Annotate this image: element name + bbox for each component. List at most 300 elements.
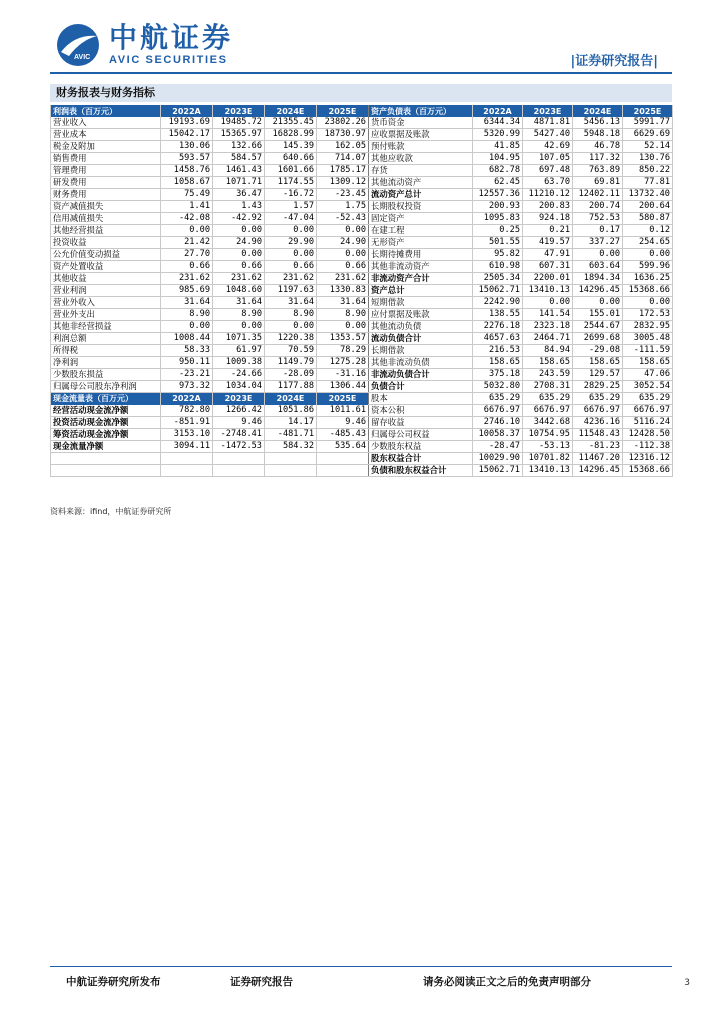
right-row-label: 短期借款 — [369, 297, 473, 309]
right-row-value: 13410.13 — [523, 465, 573, 477]
table-row — [51, 393, 673, 405]
right-row-value: 11548.43 — [573, 429, 623, 441]
right-row-value: 62.45 — [473, 177, 523, 189]
right-row-value: 12557.36 — [473, 189, 523, 201]
right-row-label: 长期借款 — [369, 345, 473, 357]
right-row-value: 2242.90 — [473, 297, 523, 309]
left-row-value: -23.21 — [161, 369, 213, 381]
left-row-value: -23.45 — [317, 189, 369, 201]
left-row-value: 19193.69 — [161, 117, 213, 129]
right-row-value: 158.65 — [623, 357, 673, 369]
left-row-value: -16.72 — [265, 189, 317, 201]
table-row — [51, 417, 673, 429]
left-row-value: 1275.28 — [317, 357, 369, 369]
table-row — [51, 201, 673, 213]
left-empty-cell — [213, 453, 265, 465]
left-row-value: 130.06 — [161, 141, 213, 153]
left-row-value: 9.46 — [317, 417, 369, 429]
right-row-value: 6676.97 — [523, 405, 573, 417]
left-row-value: 1309.12 — [317, 177, 369, 189]
right-row-value: 13410.13 — [523, 285, 573, 297]
left-row-value: 1009.38 — [213, 357, 265, 369]
left-row-value: 23802.26 — [317, 117, 369, 129]
left-row-value: 1008.44 — [161, 333, 213, 345]
left-row-value: 1051.86 — [265, 405, 317, 417]
left-row-label: 公允价值变动损益 — [51, 249, 161, 261]
right-row-value: 0.00 — [573, 297, 623, 309]
table-row — [51, 261, 673, 273]
left-row-value: -42.92 — [213, 213, 265, 225]
right-row-label: 应付票据及账款 — [369, 309, 473, 321]
right-row-value: 10701.82 — [523, 453, 573, 465]
left-row-value: 0.00 — [317, 249, 369, 261]
left-row-value: 0.00 — [161, 225, 213, 237]
left-row-value: 714.07 — [317, 153, 369, 165]
right-row-value: 5116.24 — [623, 417, 673, 429]
left-row-value: 0.00 — [317, 321, 369, 333]
table-row — [51, 153, 673, 165]
right-row-value: 12428.50 — [623, 429, 673, 441]
right-row-value: 0.17 — [573, 225, 623, 237]
right-row-label: 无形资产 — [369, 237, 473, 249]
right-row-value: -29.08 — [573, 345, 623, 357]
left-table-header-year: 2024E — [265, 105, 317, 117]
left-row-value: 593.57 — [161, 153, 213, 165]
right-row-label: 少数股东权益 — [369, 441, 473, 453]
right-row-value: 95.82 — [473, 249, 523, 261]
table-row — [51, 129, 673, 141]
left-row-value: 36.47 — [213, 189, 265, 201]
left-row-value: 1.41 — [161, 201, 213, 213]
right-row-value: 0.21 — [523, 225, 573, 237]
left-row-value: 1330.83 — [317, 285, 369, 297]
right-row-value: 2200.01 — [523, 273, 573, 285]
left-row-value: 9.46 — [213, 417, 265, 429]
right-row-value: 47.06 — [623, 369, 673, 381]
left-row-label: 销售费用 — [51, 153, 161, 165]
right-row-value: 5948.18 — [573, 129, 623, 141]
left-row-value: 1306.44 — [317, 381, 369, 393]
left-row-value: -28.09 — [265, 369, 317, 381]
left-row-label: 财务费用 — [51, 189, 161, 201]
left-row-value: 0.00 — [265, 321, 317, 333]
right-row-label: 资本公积 — [369, 405, 473, 417]
right-row-value: 46.78 — [573, 141, 623, 153]
right-row-value: 924.18 — [523, 213, 573, 225]
right-row-value: -112.38 — [623, 441, 673, 453]
left-row-value: -1472.53 — [213, 441, 265, 453]
right-row-value: 603.64 — [573, 261, 623, 273]
right-row-value: 52.14 — [623, 141, 673, 153]
left-row-value: 78.29 — [317, 345, 369, 357]
left-table-header-year: 2023E — [213, 105, 265, 117]
left-row-value: 8.90 — [265, 309, 317, 321]
right-row-value: 15368.66 — [623, 285, 673, 297]
right-row-value: 5032.80 — [473, 381, 523, 393]
left-row-value: 14.17 — [265, 417, 317, 429]
left-empty-cell — [161, 465, 213, 477]
table-row — [51, 213, 673, 225]
left-row-value: 70.59 — [265, 345, 317, 357]
left-row-value: 29.90 — [265, 237, 317, 249]
right-row-label: 在建工程 — [369, 225, 473, 237]
right-row-value: 200.74 — [573, 201, 623, 213]
left-row-value: 162.05 — [317, 141, 369, 153]
table-row — [51, 237, 673, 249]
left-empty-cell — [213, 465, 265, 477]
left-row-label: 资产处置收益 — [51, 261, 161, 273]
right-row-label: 长期股权投资 — [369, 201, 473, 213]
left-row-value: 950.11 — [161, 357, 213, 369]
left-row-value: 27.70 — [161, 249, 213, 261]
left-row-value: 231.62 — [213, 273, 265, 285]
right-row-value: 11467.20 — [573, 453, 623, 465]
right-row-label: 其他流动负债 — [369, 321, 473, 333]
right-table-header-year: 2022A — [473, 105, 523, 117]
right-row-value: 6676.97 — [473, 405, 523, 417]
left-row-label: 筹资活动现金流净额 — [51, 429, 161, 441]
financial-statements-table — [50, 105, 673, 477]
left-row-value: 1785.17 — [317, 165, 369, 177]
left-row-label: 经营活动现金流净额 — [51, 405, 161, 417]
right-row-value: 3005.48 — [623, 333, 673, 345]
left-row-value: -47.04 — [265, 213, 317, 225]
page-number: 3 — [684, 978, 690, 988]
left-row-label: 净利润 — [51, 357, 161, 369]
right-row-value: 1095.83 — [473, 213, 523, 225]
right-row-value: 69.81 — [573, 177, 623, 189]
left-row-value: 1048.60 — [213, 285, 265, 297]
table-row — [51, 273, 673, 285]
left-row-value: 61.97 — [213, 345, 265, 357]
logo-english-name: AVIC SECURITIES — [109, 54, 228, 66]
left-row-value: 21.42 — [161, 237, 213, 249]
right-row-label: 存货 — [369, 165, 473, 177]
right-row-value: -111.59 — [623, 345, 673, 357]
right-row-value: 763.89 — [573, 165, 623, 177]
right-row-value: 2829.25 — [573, 381, 623, 393]
left-row-label: 少数股东损益 — [51, 369, 161, 381]
left-empty-cell — [317, 453, 369, 465]
left-row-value: 8.90 — [317, 309, 369, 321]
right-row-value: 635.29 — [523, 393, 573, 405]
right-row-value: 5456.13 — [573, 117, 623, 129]
right-row-value: 13732.40 — [623, 189, 673, 201]
right-row-value: 130.76 — [623, 153, 673, 165]
left-row-value: 1071.71 — [213, 177, 265, 189]
table-row — [51, 177, 673, 189]
left-empty-cell — [265, 453, 317, 465]
right-row-value: 375.18 — [473, 369, 523, 381]
right-row-label: 股本 — [369, 393, 473, 405]
right-row-label: 非流动资产合计 — [369, 273, 473, 285]
right-row-value: 254.65 — [623, 237, 673, 249]
right-row-value: 5427.40 — [523, 129, 573, 141]
right-row-value: 635.29 — [573, 393, 623, 405]
right-row-label: 其他非流动负债 — [369, 357, 473, 369]
right-row-value: 14296.45 — [573, 285, 623, 297]
right-row-label: 负债合计 — [369, 381, 473, 393]
right-row-value: 42.69 — [523, 141, 573, 153]
right-row-label: 负债和股东权益合计 — [369, 465, 473, 477]
right-row-value: 129.57 — [573, 369, 623, 381]
left-row-value: 31.64 — [213, 297, 265, 309]
left-row-label: 投资收益 — [51, 237, 161, 249]
left-row-value: 24.90 — [317, 237, 369, 249]
left-row-value: 1177.88 — [265, 381, 317, 393]
right-row-value: 610.98 — [473, 261, 523, 273]
right-row-value: 158.65 — [573, 357, 623, 369]
left-empty-cell — [265, 465, 317, 477]
right-row-value: 84.94 — [523, 345, 573, 357]
left-row-value: 132.66 — [213, 141, 265, 153]
left-empty-cell — [161, 453, 213, 465]
right-row-value: 10754.95 — [523, 429, 573, 441]
left-row-label: 其他非经营损益 — [51, 321, 161, 333]
left-row-value: 31.64 — [265, 297, 317, 309]
right-row-value: 6676.97 — [573, 405, 623, 417]
right-row-value: 15368.66 — [623, 465, 673, 477]
right-row-value: 6629.69 — [623, 129, 673, 141]
right-row-value: 4871.81 — [523, 117, 573, 129]
left-row-value: 1058.67 — [161, 177, 213, 189]
right-row-label: 长期待摊费用 — [369, 249, 473, 261]
right-row-value: 0.00 — [573, 249, 623, 261]
right-row-label: 其他流动资产 — [369, 177, 473, 189]
table-row — [51, 429, 673, 441]
left-row-value: -485.43 — [317, 429, 369, 441]
right-row-value: 419.57 — [523, 237, 573, 249]
table-row — [51, 249, 673, 261]
left-row-value: 58.33 — [161, 345, 213, 357]
table-row — [51, 333, 673, 345]
right-row-label: 应收票据及账款 — [369, 129, 473, 141]
header-divider — [50, 72, 672, 74]
right-row-value: 155.01 — [573, 309, 623, 321]
left-row-value: 1353.57 — [317, 333, 369, 345]
right-row-value: 0.00 — [623, 249, 673, 261]
right-row-value: 243.59 — [523, 369, 573, 381]
right-row-label: 股东权益合计 — [369, 453, 473, 465]
right-row-value: 599.96 — [623, 261, 673, 273]
left-row-value: 1458.76 — [161, 165, 213, 177]
left-row-value: 15365.97 — [213, 129, 265, 141]
left-empty-cell — [317, 465, 369, 477]
right-row-label: 资产总计 — [369, 285, 473, 297]
right-row-value: 2746.10 — [473, 417, 523, 429]
left-row-value: -481.71 — [265, 429, 317, 441]
left-row-label: 营业利润 — [51, 285, 161, 297]
right-row-label: 留存收益 — [369, 417, 473, 429]
left-row-value: 0.66 — [265, 261, 317, 273]
left-row-value: -42.08 — [161, 213, 213, 225]
right-row-label: 其他非流动资产 — [369, 261, 473, 273]
left-row-value: 1149.79 — [265, 357, 317, 369]
table-row — [51, 369, 673, 381]
right-row-label: 非流动负债合计 — [369, 369, 473, 381]
left-row-value: 1220.38 — [265, 333, 317, 345]
left-table-header-year: 2025E — [317, 393, 369, 405]
left-empty-cell — [51, 453, 161, 465]
logo-chinese-name: 中航证券 — [109, 21, 234, 54]
left-row-value: 19485.72 — [213, 117, 265, 129]
left-row-value: 584.32 — [265, 441, 317, 453]
left-row-label: 管理费用 — [51, 165, 161, 177]
left-row-value: 985.69 — [161, 285, 213, 297]
right-row-label: 流动负债合计 — [369, 333, 473, 345]
right-row-value: 200.64 — [623, 201, 673, 213]
left-row-value: 1.43 — [213, 201, 265, 213]
left-row-value: 1174.55 — [265, 177, 317, 189]
left-row-value: 18730.97 — [317, 129, 369, 141]
right-row-value: 47.91 — [523, 249, 573, 261]
table-row — [51, 345, 673, 357]
right-row-value: 63.70 — [523, 177, 573, 189]
footer-divider — [50, 966, 672, 967]
left-row-label: 资产减值损失 — [51, 201, 161, 213]
right-row-value: 6676.97 — [623, 405, 673, 417]
left-table-header-title: 现金流量表（百万元） — [51, 393, 161, 405]
left-row-value: 640.66 — [265, 153, 317, 165]
left-row-value: -52.43 — [317, 213, 369, 225]
right-row-label: 货币资金 — [369, 117, 473, 129]
left-row-label: 其他收益 — [51, 273, 161, 285]
right-row-value: 2464.71 — [523, 333, 573, 345]
right-table-header-year: 2025E — [623, 105, 673, 117]
left-table-header-year: 2022A — [161, 105, 213, 117]
right-row-value: 77.81 — [623, 177, 673, 189]
right-table-header-title: 资产负债表（百万元） — [369, 105, 473, 117]
table-row — [51, 141, 673, 153]
right-row-value: 2708.31 — [523, 381, 573, 393]
report-type-tag: |证券研究报告| — [570, 54, 658, 69]
left-row-value: 0.66 — [161, 261, 213, 273]
left-row-label: 营业收入 — [51, 117, 161, 129]
left-row-value: 15042.17 — [161, 129, 213, 141]
table-row — [51, 297, 673, 309]
right-row-value: 580.87 — [623, 213, 673, 225]
right-row-value: -53.13 — [523, 441, 573, 453]
table-row — [51, 117, 673, 129]
left-table-header-year: 2025E — [317, 105, 369, 117]
right-row-value: 200.93 — [473, 201, 523, 213]
left-row-label: 营业外收入 — [51, 297, 161, 309]
right-row-value: 11210.12 — [523, 189, 573, 201]
left-row-value: -31.16 — [317, 369, 369, 381]
right-row-value: 2276.18 — [473, 321, 523, 333]
left-row-value: 0.00 — [213, 321, 265, 333]
left-row-value: 3094.11 — [161, 441, 213, 453]
table-row — [51, 453, 673, 465]
right-row-value: 6344.34 — [473, 117, 523, 129]
table-row — [51, 225, 673, 237]
right-row-value: 216.53 — [473, 345, 523, 357]
left-row-value: 1601.66 — [265, 165, 317, 177]
right-row-value: 2832.95 — [623, 321, 673, 333]
right-row-value: 635.29 — [473, 393, 523, 405]
left-row-value: 1034.04 — [213, 381, 265, 393]
left-row-value: 3153.10 — [161, 429, 213, 441]
left-row-value: 1266.42 — [213, 405, 265, 417]
left-row-label: 营业外支出 — [51, 309, 161, 321]
left-row-value: 584.57 — [213, 153, 265, 165]
right-row-value: 158.65 — [473, 357, 523, 369]
left-row-value: 0.00 — [317, 225, 369, 237]
right-row-value: 337.27 — [573, 237, 623, 249]
left-row-value: 1071.35 — [213, 333, 265, 345]
left-row-label: 投资活动现金流净额 — [51, 417, 161, 429]
left-row-value: 8.90 — [161, 309, 213, 321]
right-row-value: 2505.34 — [473, 273, 523, 285]
right-row-value: 0.00 — [623, 297, 673, 309]
right-row-value: 0.12 — [623, 225, 673, 237]
left-row-value: 1461.43 — [213, 165, 265, 177]
right-row-value: 12316.12 — [623, 453, 673, 465]
left-row-value: 0.66 — [213, 261, 265, 273]
section-title: 财务报表与财务指标 — [50, 84, 672, 102]
left-row-value: 1.75 — [317, 201, 369, 213]
left-row-label: 营业成本 — [51, 129, 161, 141]
left-row-value: 0.00 — [213, 225, 265, 237]
left-row-value: -24.66 — [213, 369, 265, 381]
left-row-value: 16828.99 — [265, 129, 317, 141]
right-row-value: 5320.99 — [473, 129, 523, 141]
right-row-value: 1894.34 — [573, 273, 623, 285]
right-row-value: 104.95 — [473, 153, 523, 165]
left-row-value: 8.90 — [213, 309, 265, 321]
right-row-value: 2544.67 — [573, 321, 623, 333]
left-row-value: 145.39 — [265, 141, 317, 153]
table-row — [51, 165, 673, 177]
right-row-value: 10029.90 — [473, 453, 523, 465]
right-row-value: 3442.68 — [523, 417, 573, 429]
table-row — [51, 405, 673, 417]
right-row-value: 850.22 — [623, 165, 673, 177]
left-row-label: 其他经营损益 — [51, 225, 161, 237]
left-row-value: 1197.63 — [265, 285, 317, 297]
left-row-value: 21355.45 — [265, 117, 317, 129]
footer-disclaimer: 请务必阅读正文之后的免责声明部分 — [423, 976, 591, 988]
right-row-value: 10058.37 — [473, 429, 523, 441]
left-row-value: 231.62 — [161, 273, 213, 285]
left-row-value: 973.32 — [161, 381, 213, 393]
left-row-label: 信用减值损失 — [51, 213, 161, 225]
right-row-value: 117.32 — [573, 153, 623, 165]
right-row-value: 3052.54 — [623, 381, 673, 393]
left-row-label: 税金及附加 — [51, 141, 161, 153]
svg-text:AVIC: AVIC — [74, 54, 91, 61]
left-row-value: 782.80 — [161, 405, 213, 417]
left-row-value: 231.62 — [317, 273, 369, 285]
left-row-value: 1.57 — [265, 201, 317, 213]
right-row-value: 41.85 — [473, 141, 523, 153]
left-table-header-year: 2023E — [213, 393, 265, 405]
right-row-value: 12402.11 — [573, 189, 623, 201]
left-row-label: 归属母公司股东净利润 — [51, 381, 161, 393]
right-row-value: 107.05 — [523, 153, 573, 165]
left-row-label: 研发费用 — [51, 177, 161, 189]
left-row-label: 现金流量净额 — [51, 441, 161, 453]
right-row-label: 归属母公司权益 — [369, 429, 473, 441]
right-row-value: 15062.71 — [473, 465, 523, 477]
left-table-header-year: 2022A — [161, 393, 213, 405]
right-row-value: 0.25 — [473, 225, 523, 237]
right-row-value: 607.31 — [523, 261, 573, 273]
right-row-value: 172.53 — [623, 309, 673, 321]
right-row-value: 682.78 — [473, 165, 523, 177]
table-row — [51, 381, 673, 393]
right-row-value: 2699.68 — [573, 333, 623, 345]
